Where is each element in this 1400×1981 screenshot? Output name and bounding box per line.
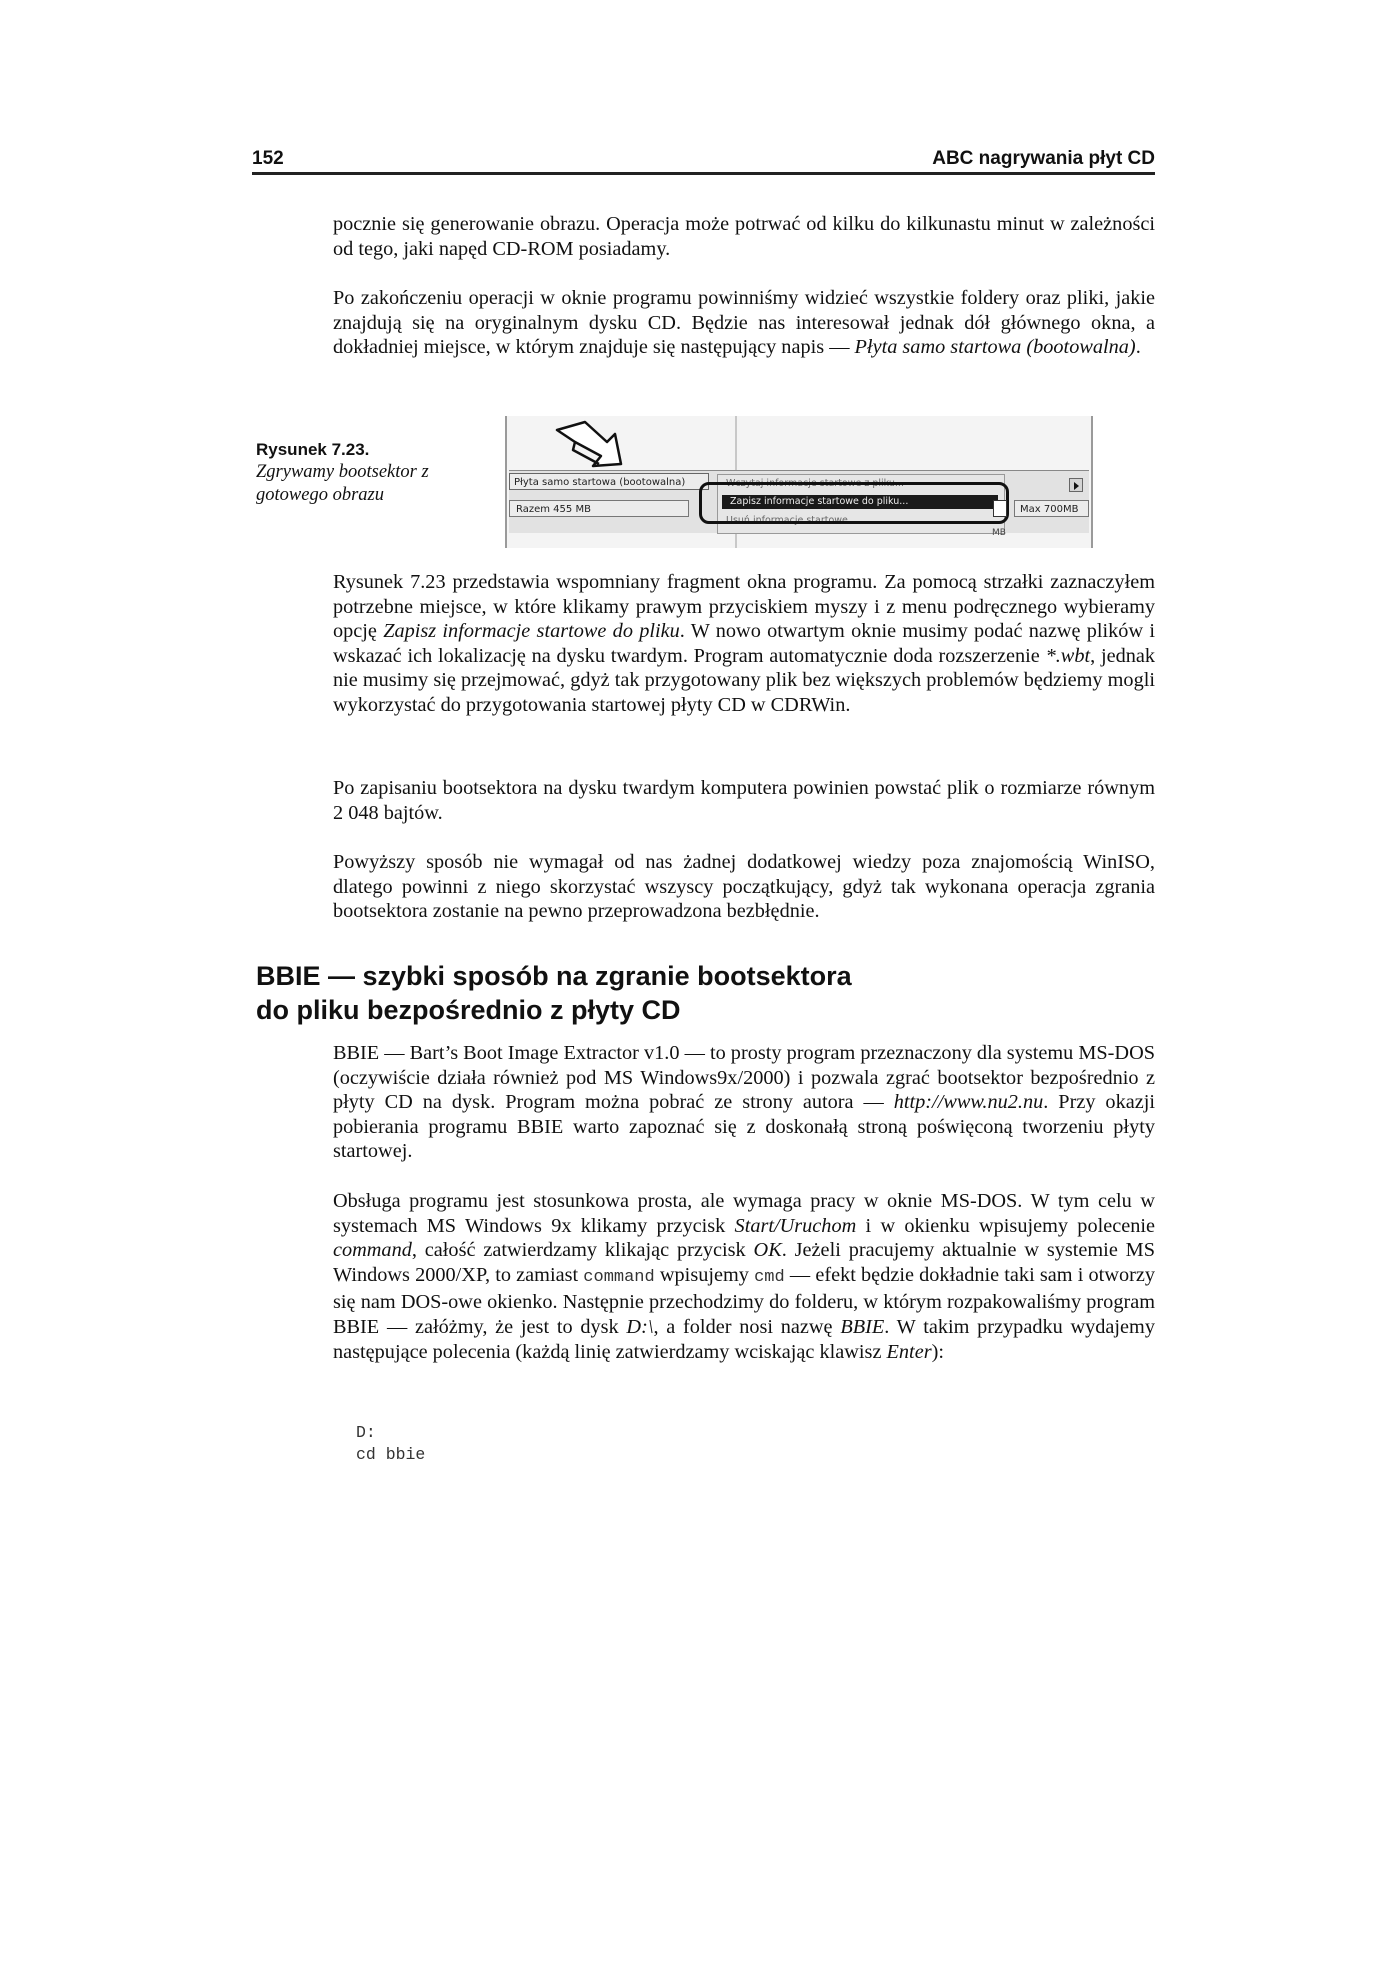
paragraph-3-part-b: . W nowo otwartym oknie musimy podać nazwę plików i wskazać ich lokalizację na dysku twardym. Program automatycznie doda rozszerzenie <box>333 620 1155 667</box>
figure-edge-left <box>505 416 507 548</box>
figure-caption-label: Rysunek 7.23. <box>256 440 370 459</box>
paragraph-4: Po zapisaniu bootsektora na dysku twardym komputera powinien powstać plik o rozmiarze równym 2 048 bajtów. <box>333 777 1155 824</box>
page-number: 152 <box>252 148 284 169</box>
figure-caption-text: Zgrywamy bootsektor z gotowego obrazu <box>256 462 429 505</box>
p7-b: i w okienku wpisujemy polecenie <box>856 1214 1155 1237</box>
unit-label: MB <box>992 528 1006 538</box>
paragraph-5: Powyższy sposób nie wymagał od nas żadnej dodatkowej wiedzy poza znajomością WinISO, dlatego powinni z niego skorzystać wszyscy początkujący, gdyż tak wykonana operacja zgrania bootsektora zostanie na pewno przeprowadzona bezbłędnie. <box>333 851 1155 923</box>
paragraph-6-part-b: . Przy okazji pobierania programu BBIE warto zapoznać się z doskonałą stroną poświęconą tworzeniu płyty startowej. <box>333 1091 1155 1163</box>
url-italic: http://www.nu2.nu <box>893 1091 1044 1114</box>
paragraph-6-part-a: BBIE — Bart’s Boot Image Extractor v1.0 — to prosty program przeznaczony dla systemu MS-DOS (oczywiście działa również pod MS Windows9x/2000) i pozwala zgrać bootsektor bezpośrednio z płyty CD na dysk. Program można pobrać ze strony autora — <box>333 1042 1155 1114</box>
option-name-italic: Zapisz informacje startowe do pliku <box>383 620 680 643</box>
p7-cmd-mono: cmd <box>754 1267 785 1287</box>
paragraph-7 <box>333 1189 1155 1364</box>
section-heading-line-2: do pliku bezpośrednio z płyty CD <box>256 995 681 1025</box>
p7-f: — efekt będzie dokładnie taki sam i otworzy się nam DOS-owe okienko. Następnie przechodzimy do folderu, w którym rozpakowaliśmy program BBIE — załóżmy, że jest to dysk <box>333 1263 1156 1338</box>
section-heading-line-1: BBIE — szybki sposób na zgranie bootsektora <box>256 961 852 991</box>
menu-item-save-boot-info[interactable]: Zapisz informacje startowe do pliku... <box>722 495 998 509</box>
menu-item-remove-boot-info[interactable]: Usuń informacje startowe <box>726 515 848 526</box>
paragraph-2 <box>333 286 1155 360</box>
section-heading <box>256 959 1156 1027</box>
bootable-disc-tab[interactable]: Płyta samo startowa (bootowalna) <box>509 473 709 490</box>
p7-drive: D:\ <box>626 1315 654 1338</box>
extension-italic: *.wbt <box>1045 644 1091 667</box>
code-line-2: cd bbie <box>356 1445 426 1464</box>
figure-screenshot <box>505 416 1093 548</box>
p7-e: wpisujemy <box>654 1263 755 1286</box>
p7-command-italic: command <box>333 1239 412 1262</box>
p7-h: . W takim przypadku wydajemy następujące polecenia (każdą linię zatwierdzamy wciskając klawisz <box>333 1315 1155 1363</box>
p7-d: . Jeżeli pracujemy aktualnie w systemie MS Windows 2000/XP, to zamiast <box>333 1239 1155 1286</box>
p7-g: , a folder nosi nazwę <box>653 1315 841 1338</box>
scroll-right-button[interactable] <box>1069 478 1083 492</box>
paragraph-2-end: . <box>1135 336 1141 359</box>
paragraph-3-part-c: , jednak nie musimy się przejmować, gdyż tak przygotowany plik bez większych problemów będziemy mogli wykorzystać do przygotowania startowej płyty CD w CDRWin. <box>333 644 1156 716</box>
paragraph-1: pocznie się generowanie obrazu. Operacja może potrwać od kilku do kilkunastu minut w zależności od tego, jaki napęd CD-ROM posiadamy. <box>333 213 1155 260</box>
p7-ok: OK <box>753 1239 782 1262</box>
p7-command-mono: command <box>583 1267 655 1287</box>
p7-c: , całość zatwierdzamy klikając przycisk <box>411 1239 754 1262</box>
menu-side-box <box>993 500 1007 517</box>
p7-a: Obsługa programu jest stosunkowa prosta, ale wymaga pracy w oknie MS-DOS. W tym celu w systemach MS Windows 9x klikamy przycisk <box>333 1190 1155 1237</box>
chevron-right-icon <box>1070 480 1082 492</box>
pointer-arrow-icon <box>551 420 651 472</box>
p7-j: ): <box>931 1340 944 1363</box>
p7-start-run: Start/Uruchom <box>734 1214 857 1237</box>
paragraph-3-part-a: Rysunek 7.23 przedstawia wspomniany fragment okna programu. Za pomocą strzałki zaznaczyłem potrzebne miejsce, w które klikamy prawym przyciskiem myszy i z menu podręcznego wybieramy opcję <box>333 571 1155 643</box>
paragraph-2-italic: Płyta samo startowa (bootowalna) <box>854 336 1136 359</box>
total-size-field: Razem 455 MB <box>509 500 689 517</box>
header-rule <box>252 172 1155 175</box>
paragraph-2-text: Po zakończeniu operacji w oknie programu powinniśmy widzieć wszystkie foldery oraz pliki, jakie znajdują się na oryginalnym dysku CD. Będzie nas interesował jednak dół głównego okna, a dokładniej miejsce, w którym znajduje się następujący napis — <box>333 287 1155 359</box>
code-block <box>356 1422 425 1466</box>
highlight-frame <box>699 482 1009 524</box>
paragraph-6 <box>333 1041 1155 1164</box>
menu-item-load-boot-info[interactable]: Wczytaj informacje startowe z pliku... <box>726 478 904 489</box>
p7-enter: Enter <box>886 1340 932 1363</box>
max-size-field: Max 700MB <box>1014 500 1089 517</box>
figure-edge-right <box>1091 416 1093 548</box>
book-title: ABC nagrywania płyt CD <box>932 148 1155 169</box>
paragraph-3 <box>333 570 1155 718</box>
code-line-1: D: <box>356 1423 376 1442</box>
p7-folder: BBIE <box>840 1315 885 1338</box>
